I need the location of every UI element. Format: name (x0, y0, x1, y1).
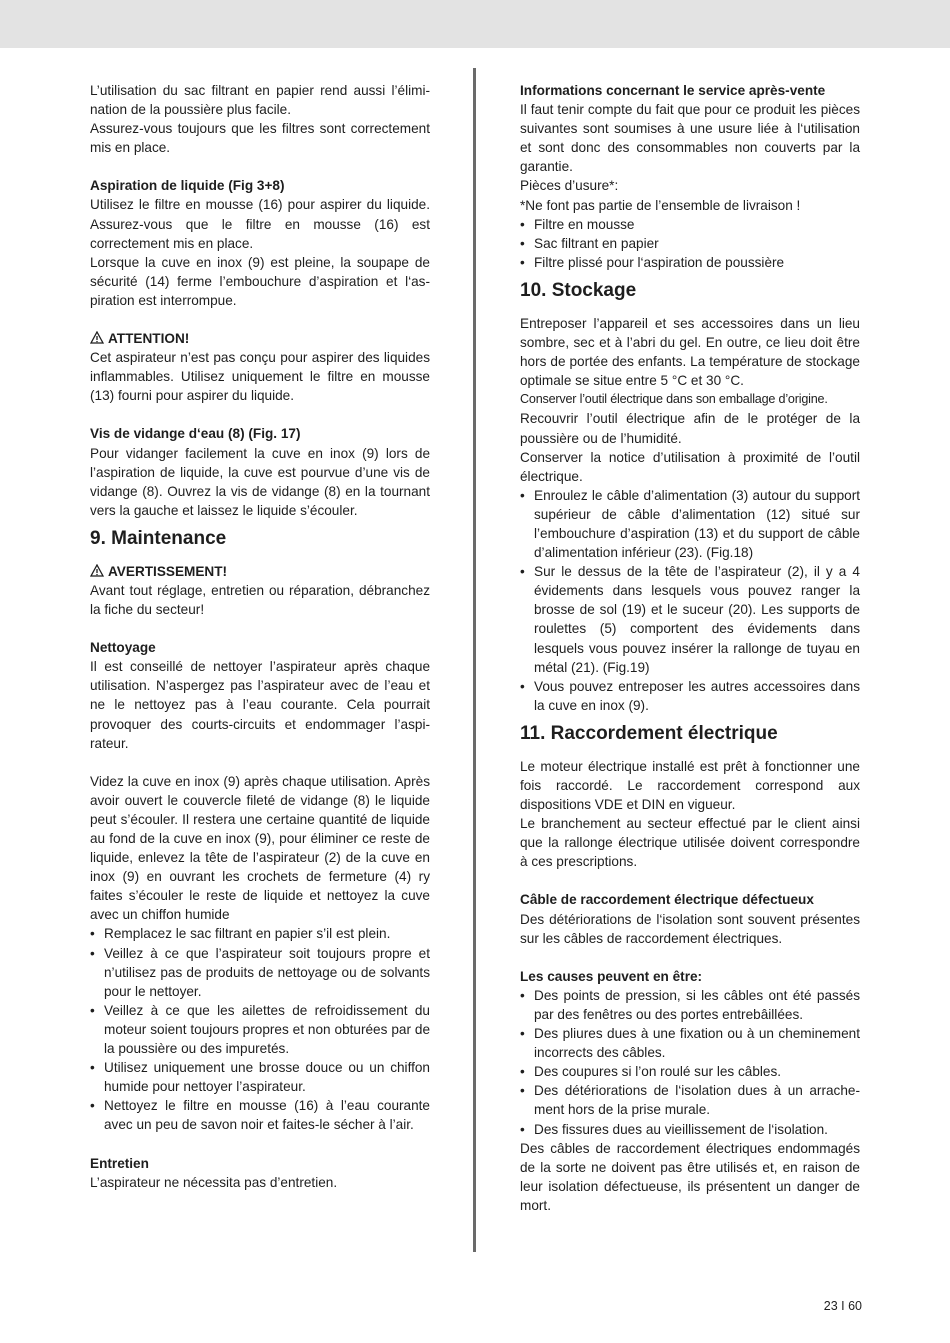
list-item: • Veillez à ce que l’aspirateur soit toujours propre et n’utilisez pas de produits de nettoyage ou de solvants pour le nettoyer. (90, 944, 430, 1001)
bullet-list (90, 924, 430, 1134)
paragraph: Conserver la notice d’utilisation à proximité de l’outil électrique. (520, 449, 860, 484)
header-band (0, 0, 950, 48)
paragraph: *Ne font pas partie de l’ensemble de livraison ! (520, 197, 801, 213)
page-number: 23 I 60 (823, 1299, 862, 1313)
section-heading: Vis de vidange d‘eau (8) (Fig. 17) (90, 426, 301, 442)
section-heading: Les causes peuvent en être: (520, 968, 703, 984)
paragraph: Entreposer l’appareil et ses accessoires dans un lieu sombre, sec et à l’abri du gel. En outre, ce lieu doit être hors de portée des enfants. La température de stockage optimale se situe entre 5 °C et 30 °C. (520, 315, 860, 389)
right-column (520, 81, 860, 1215)
list-item: • Filtre en mousse (520, 215, 860, 234)
bullet-list (520, 986, 860, 1139)
paragraph: Recouvrir l’outil électrique afin de le protéger de la poussière ou de l’humidité. (520, 411, 860, 446)
paragraph: Assurez-vous toujours que les filtres sont correctement mis en place. (90, 121, 430, 156)
paragraph: Le branchement au secteur effectué par le client ainsi que la rallonge électrique utilisée doivent correspondre à ces prescriptions. (520, 816, 860, 870)
warning-heading (90, 562, 430, 581)
list-item: • Des détériorations de l‘isolation dues à un arrachement hors de la prise murale. (520, 1081, 860, 1119)
paragraph: Utilisez le filtre en mousse (16) pour aspirer du liquide. Assurez-vous que le filtre en mousse (16) est correctement mis en place. (90, 197, 430, 251)
list-item: • Vous pouvez entreposer les autres accessoires dans la cuve en inox (9). (520, 677, 860, 715)
paragraph: Pour vidanger facilement la cuve en inox (9) lors de l’aspiration de liquide, la cuve est pourvue d’une vis de vidange (8). Ouvrez la vis de vidange (8) en la tournant vers la gauche et laissez le liquide s’écouler. (90, 445, 430, 518)
paragraph: Avant tout réglage, entretien ou réparation, débranchez la fiche du secteur! (90, 582, 430, 618)
section-title-maintenance: 9. Maintenance (90, 527, 227, 549)
list-item: • Veillez à ce que les ailettes de refroidissement du moteur soient toujours propres et non obturées par de la poussière ou des impuretés. (90, 1001, 430, 1058)
list-item: • Enroulez le câble d’alimentation (3) autour du support supérieur de câble d’alimentation (12) situé sur l’embouchure d’aspiration (13) et du support de câble d’alimentation inférieur (23). (Fig.18) (520, 486, 860, 562)
section-heading: Câble de raccordement électrique défectueux (520, 892, 814, 908)
section-heading: Informations concernant le service après-vente (520, 83, 826, 98)
paragraph: Des détériorations de l‘isolation sont souvent présentes sur les câbles de raccordement électriques. (520, 911, 860, 946)
list-item: • Filtre plissé pour l‘aspiration de poussière (520, 253, 860, 272)
list-item: • Des fissures dues au vieillissement de l‘isolation. (520, 1120, 860, 1139)
list-item: • Des points de pression, si les câbles ont été passés par des fenêtres ou des portes entrebâillées. (520, 986, 860, 1024)
paragraph: Le moteur électrique installé est prêt à fonctionner une fois raccordé. Le raccordement correspond aux dispositions VDE et DIN en vigueur. (520, 758, 860, 813)
paragraph: Pièces d’usure*: (520, 178, 619, 194)
section-title-storage: 10. Stockage (520, 279, 637, 301)
list-item: • Des pliures dues à une fixation ou à un cheminement incorrects des câbles. (520, 1024, 860, 1062)
attention-label: ATTENTION! (108, 331, 190, 347)
section-title-electrical: 11. Raccordement électrique (520, 722, 778, 744)
list-item: • Utilisez uniquement une brosse douce ou un chiffon humide pour nettoyer l’aspirateur. (90, 1058, 430, 1096)
list-item: • Nettoyez le filtre en mousse (16) à l’eau courante avec un peu de savon noir et faites-le sécher à l’air. (90, 1096, 430, 1134)
bullet-list (520, 215, 860, 272)
paragraph: L’utilisation du sac filtrant en papier rend aussi l’élimination de la poussière plus facile. (90, 83, 430, 118)
list-item: • Sac filtrant en papier (520, 234, 860, 253)
left-column (90, 81, 430, 1192)
column-divider (473, 68, 476, 1252)
paragraph: Il faut tenir compte du fait que pour ce produit les pièces suivantes sont soumises à une usure liée à l‘utilisation et sont donc des consommables non couverts par la garantie. (520, 102, 860, 175)
section-heading: Entretien (90, 1155, 149, 1171)
warning-triangle-icon (90, 331, 104, 344)
paragraph: Cet aspirateur n’est pas conçu pour aspirer des liquides inflammables. Utilisez uniquement le filtre en mousse (13) fourni pour aspirer du liquide. (90, 350, 430, 404)
paragraph: Videz la cuve en inox (9) après chaque utilisation. Après avoir ouvert le couvercle fileté de vidange (8) le liquide peut s’écouler. Il restera une certaine quantité de liquide au fond de la cuve en inox (9), pour éliminer ce reste de liquide, enlevez la tête de l’aspirateur (2) de la cuve en inox (9) en ouvrant les crochets de fermeture (4) ry faites s’écouler le reste de liquide et nettoyez la cuve avec un chiffon humide (90, 773, 430, 923)
paragraph: Il est conseillé de nettoyer l’aspirateur après chaque utilisation. N’aspergez pas l’aspirateur avec de l’eau et ne le nettoyez pas à l’eau courante. Cela pourrait provoquer des courts-circuits et endommager l’aspirateur. (90, 659, 430, 751)
attention-heading (90, 329, 430, 348)
list-item: • Sur le dessus de la tête de l’aspirateur (2), il y a 4 évidements dans lesquels vous pouvez ranger la brosse de sol (19) et le suceur (20). Les supports de roulettes (5) comportent des évidements dans lesquels vous pouvez insérer la rallonge de tuyau en métal (21). (Fig.19) (520, 562, 860, 677)
paragraph: Des câbles de raccordement électriques endommagés de la sorte ne doivent pas être utilisés et, en raison de leur isolation défectueuse, ils présentent un danger de mort. (520, 1140, 860, 1213)
warning-label: AVERTISSEMENT! (108, 563, 228, 579)
paragraph: Lorsque la cuve en inox (9) est pleine, la soupape de sécurité (14) ferme l’embouchure d’aspiration et l‘aspiration est interrompue. (90, 254, 430, 308)
paragraph: L’aspirateur ne nécessita pas d’entretien. (90, 1174, 338, 1190)
list-item: • Remplacez le sac filtrant en papier s’il est plein. (90, 924, 430, 943)
paragraph: Conserver l’outil électrique dans son emballage d’origine. (520, 392, 828, 407)
warning-triangle-icon (90, 564, 104, 577)
section-heading: Aspiration de liquide (Fig 3+8) (90, 178, 285, 194)
section-heading: Nettoyage (90, 640, 156, 656)
bullet-list (520, 486, 860, 715)
list-item: • Des coupures si l’on roulé sur les câbles. (520, 1062, 860, 1081)
